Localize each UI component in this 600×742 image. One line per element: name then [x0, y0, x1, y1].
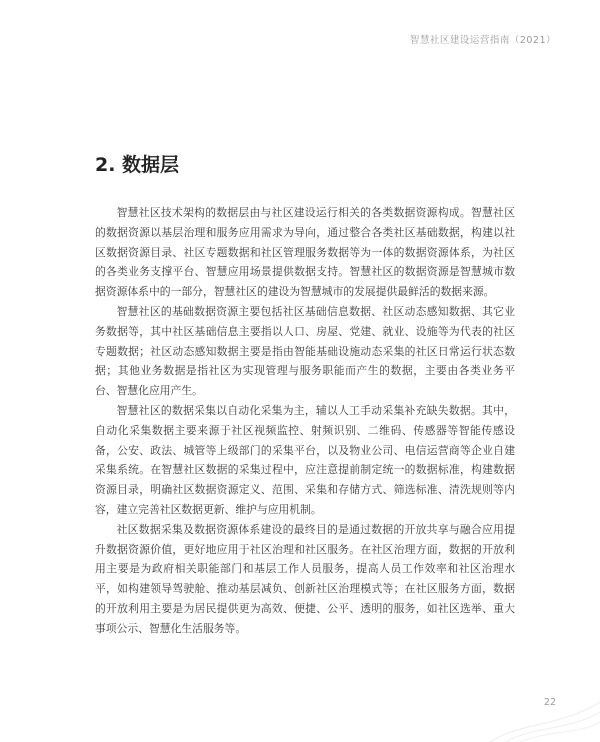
body-text — [95, 203, 515, 639]
page-number: 22 — [543, 697, 556, 708]
corner-wave-decoration — [480, 682, 600, 742]
section-title: 2. 数据层 — [95, 154, 180, 176]
running-header: 智慧社区建设运营指南（2021） — [409, 35, 556, 46]
paragraph: 智慧社区的数据采集以自动化采集为主，辅以人工手动采集补充缺失数据。其中，自动化采集数据主要来源于社区视频监控、射频识别、二维码、传感器等智能传感设备，公安、政法、城管等上级部门的采集平台，以及物业公司、电信运营商等企业自建采集系统。在智慧社区数据的采集过程中，应注意提前制定统一的数据标准，构建数据资源目录，明确社区数据资源定义、范围、采集和存储方式、筛选标准、清洗规则等内容，建立完善社区数据更新、维护与应用机制。 — [95, 403, 515, 516]
paragraph: 智慧社区技术架构的数据层由与社区建设运行相关的各类数据资源构成。智慧社区的数据资源以基层治理和服务应用需求为导向，通过整合各类社区基础数据，构建以社区数据资源目录、社区专题数据和社区管理服务数据等为一体的数据资源体系，为社区的各类业务支撑平台、智慧应用场景提供数据支持。智慧社区的数据资源是智慧城市数据资源体系中的一部分，智慧社区的建设为智慧城市的发展提供最鲜活的数据来源。 — [95, 206, 515, 299]
paragraph: 智慧社区的基础数据资源主要包括社区基础信息数据、社区动态感知数据、其它业务数据等，其中社区基础信息主要指以人口、房屋、党建、就业、设施等为代表的社区专题数据；社区动态感知数据主要是指由智能基础设施动态采集的社区日常运行状态数据；其他业务数据是指社区为实现管理与服务职能而产生的数据，主要由各类业务平台、智慧化应用产生。 — [95, 304, 515, 398]
paragraph: 社区数据采集及数据资源体系建设的最终目的是通过数据的开放共享与融合应用提升数据资源价值，更好地应用于社区治理和社区服务。在社区治理方面，数据的开放利用主要是为政府相关职能部门和基层工作人员服务，提高人员工作效率和社区治理水平，如构建领导驾驶舱、推动基层减负、创新社区治理模式等；在社区服务方面，数据的开放利用主要是为居民提供更为高效、便捷、公平、透明的服务，如社区选举、重大事项公示、智慧化生活服务等。 — [95, 522, 515, 635]
